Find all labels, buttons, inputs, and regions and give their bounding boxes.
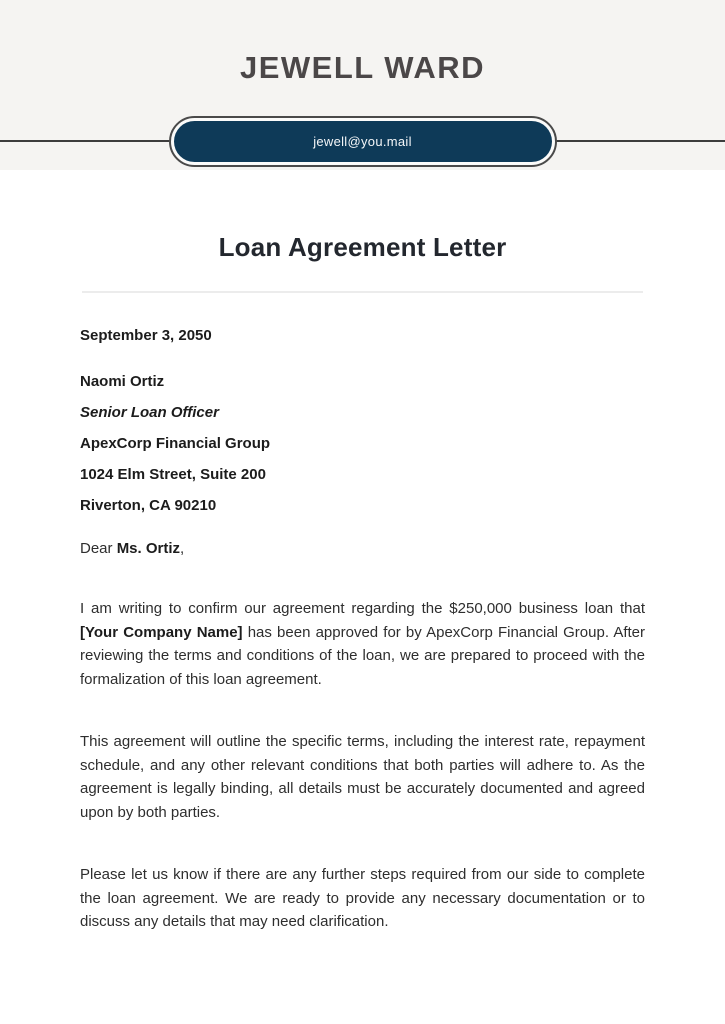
- email-badge[interactable]: [169, 116, 557, 167]
- recipient-company: ApexCorp Financial Group: [80, 435, 271, 452]
- letter-body: [0, 232, 725, 934]
- paragraph-1-text-end: has been approved for by ApexCorp Financial Group. After reviewing the terms and conditions of the loan, we are prepared to proceed with the formalization of this loan agreement.: [80, 623, 646, 688]
- letterhead: [0, 0, 725, 170]
- salutation-suffix: ,: [180, 540, 185, 557]
- title-divider: [82, 291, 643, 293]
- sender-name: JEWELL WARD: [240, 50, 485, 85]
- sender-email: jewell@you.mail: [313, 134, 412, 149]
- recipient-address-line1: 1024 Elm Street, Suite 200: [80, 466, 266, 483]
- letter-date: September 3, 2050: [80, 327, 212, 344]
- recipient-job-title: Senior Loan Officer: [80, 404, 219, 421]
- salutation-name: Ms. Ortiz: [116, 540, 181, 557]
- email-badge-fill: [174, 121, 552, 162]
- document-title: Loan Agreement Letter: [218, 232, 507, 262]
- paragraph-1: [80, 597, 645, 691]
- recipient-block: [80, 373, 645, 515]
- paragraph-1-company-placeholder: [Your Company Name]: [80, 623, 243, 641]
- salutation: [80, 540, 645, 558]
- paragraph-3: Please let us know if there are any further steps required from our side to complete the loan agreement. We are ready to provide any necessary documentation or to discuss any details that may need clarification.: [80, 866, 645, 930]
- paragraph-2: This agreement will outline the specific terms, including the interest rate, repayment schedule, and any other relevant conditions that both parties will adhere to. As the agreement is legally binding, all details must be accurately documented and agreed upon by both parties.: [80, 733, 645, 821]
- recipient-address-line2: Riverton, CA 90210: [80, 497, 217, 514]
- paragraph-1-text-start: I am writing to confirm our agreement regarding the $250,000 business loan that: [80, 600, 645, 617]
- recipient-name: Naomi Ortiz: [80, 373, 165, 390]
- salutation-prefix: Dear: [80, 540, 117, 557]
